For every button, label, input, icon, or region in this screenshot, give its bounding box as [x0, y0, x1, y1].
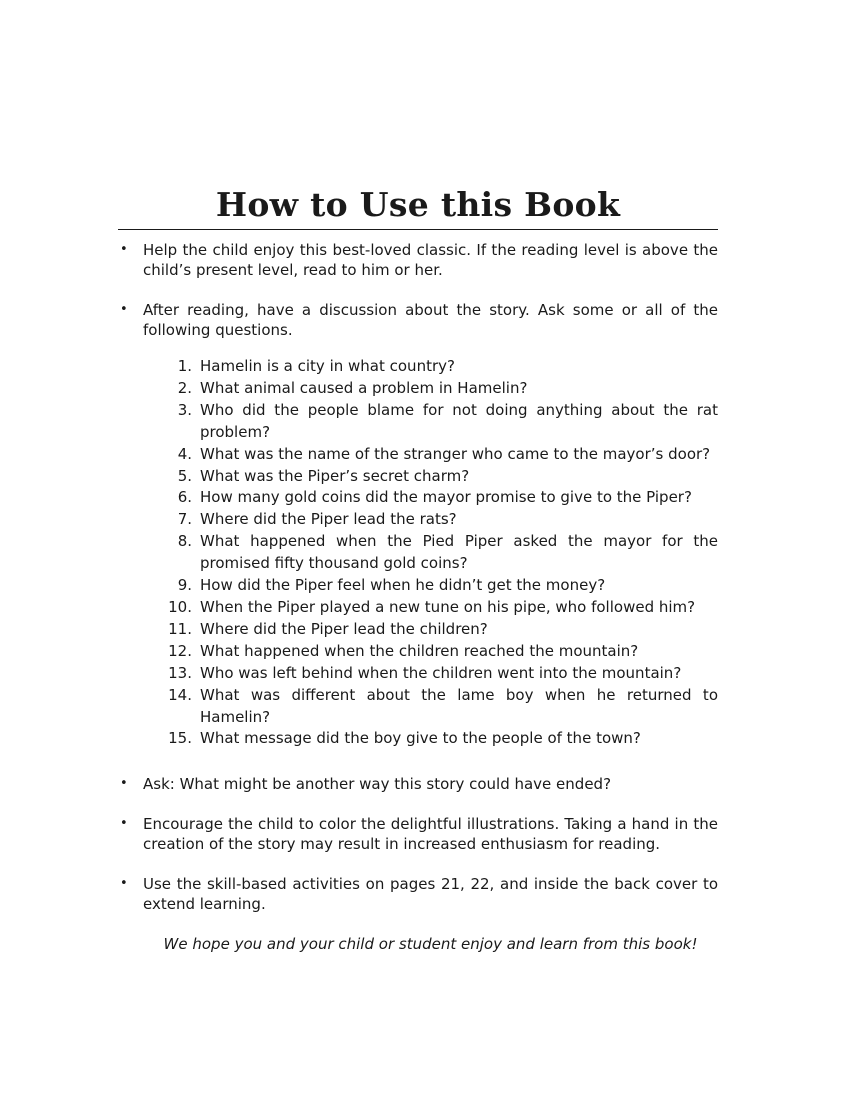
question-number: 8.	[177, 532, 192, 551]
instruction-text: Use the skill-based activities on pages 21, 22, and inside the back cover to extend learning.	[143, 875, 718, 914]
question-number: 12.	[168, 641, 192, 660]
question-number: 14.	[168, 685, 192, 704]
question-item	[143, 663, 718, 685]
instruction-text: After reading, have a discussion about the story. Ask some or all of the following questions.	[143, 301, 718, 339]
question-text: When the Piper played a new tune on his pipe, who followed him?	[200, 597, 696, 616]
question-number: 4.	[177, 444, 192, 463]
question-number: 9.	[177, 576, 192, 595]
discussion-questions	[143, 356, 718, 750]
instruction-item	[118, 774, 718, 794]
instruction-item	[118, 874, 718, 914]
instruction-item	[118, 240, 718, 280]
question-item	[143, 356, 718, 378]
instruction-text: Help the child enjoy this best-loved classic. If the reading level is above the child’s present level, read to him or her.	[143, 241, 718, 279]
question-text: What was the Piper’s secret charm?	[200, 466, 470, 485]
bullet-icon: •	[120, 242, 128, 257]
question-item	[143, 619, 718, 641]
question-number: 3.	[177, 400, 192, 419]
instruction-text: Encourage the child to color the delightful illustrations. Taking a hand in the creation of the story may result in increased enthusiasm for reading.	[143, 815, 718, 854]
question-item	[143, 466, 718, 488]
question-item	[143, 509, 718, 531]
question-number: 2.	[177, 378, 192, 397]
bullet-icon: •	[120, 876, 128, 892]
title-underline	[118, 229, 718, 230]
question-item	[143, 487, 718, 509]
instruction-list	[118, 240, 718, 914]
question-number: 6.	[177, 488, 192, 507]
question-text: What happened when the Pied Piper asked the mayor for the promised fifty thousand gold coins?	[200, 532, 718, 573]
question-text: Who was left behind when the children went into the mountain?	[200, 663, 682, 682]
question-item	[143, 400, 718, 444]
question-text: What was different about the lame boy when he returned to Hamelin?	[200, 685, 718, 726]
instruction-text: Ask: What might be another way this story could have ended?	[143, 775, 612, 794]
bullet-icon: •	[120, 816, 128, 832]
instruction-item	[118, 300, 718, 750]
question-number: 11.	[168, 619, 192, 638]
question-text: What happened when the children reached the mountain?	[200, 641, 639, 660]
question-text: How many gold coins did the mayor promise to give to the Piper?	[200, 488, 692, 507]
question-item	[143, 575, 718, 597]
question-number: 13.	[168, 663, 192, 682]
question-text: What message did the boy give to the people of the town?	[200, 729, 641, 748]
page-title: How to Use this Book	[215, 185, 621, 224]
question-number: 10.	[168, 597, 192, 616]
question-number: 15.	[168, 729, 192, 748]
question-text: Hamelin is a city in what country?	[200, 357, 455, 375]
question-text: Where did the Piper lead the children?	[200, 619, 488, 638]
bullet-icon: •	[120, 776, 128, 792]
bullet-icon: •	[120, 302, 128, 317]
question-item	[143, 531, 718, 575]
question-text: What was the name of the stranger who came to the mayor’s door?	[200, 444, 711, 463]
question-text: Where did the Piper lead the rats?	[200, 510, 457, 529]
question-text: What animal caused a problem in Hamelin?	[200, 378, 528, 397]
instructions-page	[118, 185, 718, 954]
question-item	[143, 378, 718, 400]
question-text: Who did the people blame for not doing anything about the rat problem?	[200, 400, 718, 441]
question-item	[143, 597, 718, 619]
instruction-item	[118, 814, 718, 854]
question-item	[143, 685, 718, 729]
question-item	[143, 728, 718, 750]
question-number: 5.	[177, 466, 192, 485]
question-text: How did the Piper feel when he didn’t get the money?	[200, 576, 606, 595]
question-number: 1.	[177, 357, 192, 375]
question-item	[143, 641, 718, 663]
closing-message: We hope you and your child or student enjoy and learn from this book!	[163, 935, 698, 954]
question-number: 7.	[177, 510, 192, 529]
question-item	[143, 444, 718, 466]
